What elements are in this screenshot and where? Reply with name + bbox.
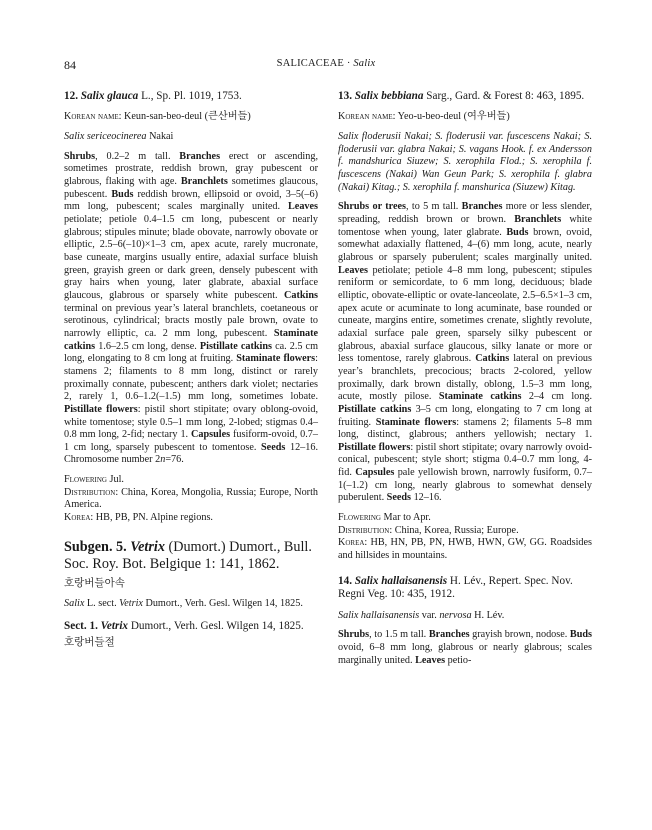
synonym-name: Salix hallaisanensis xyxy=(338,609,420,621)
description-text: 2–4 cm long. xyxy=(521,391,593,403)
synonym-var: nervosa xyxy=(439,609,472,621)
description-text: 3–5 cm long, elongating to 7 cm long at fruiting. xyxy=(338,403,592,428)
character-term: Pistillate catkins xyxy=(338,403,412,415)
synonym-line xyxy=(64,131,318,144)
subgenus-korean: 호랑버들아속 xyxy=(64,576,125,589)
description-text: white tomentose when young, later glabrate. xyxy=(338,214,592,238)
species-name: Salix hallaisanensis xyxy=(354,574,448,587)
character-term: Leaves xyxy=(338,264,368,276)
description-text: , to 1.5 m tall. xyxy=(369,629,429,641)
character-term: Buds xyxy=(506,226,529,238)
section-citation: Dumort., Verh. Gesl. Wilgen 14, 1825. xyxy=(128,620,304,633)
subgenus-synonym-mid: L. sect. xyxy=(84,597,120,609)
korean-name-value: : Keun-san-beo-deul (큰산버들) xyxy=(118,111,251,123)
description-text: petiolate; petiole 4–8 mm long, pubescent; stipules reniform or semicordate, to 6 mm long, deciduous; blade elliptic, obovate-elliptic or ovate-lanceolate, 2.5–6.5×1–3 cm, apex acute or acuminate to long acuminate, base rounded or cuneate, margins entire, sometimes crenate, slightly revolute, adaxial surface pale green, sparsely silky pubescent or glabrous, abaxial surface glaucous, silky lanate or more or less tomentose, rarely glabrous. xyxy=(338,264,592,365)
character-term: Capsules xyxy=(191,429,231,441)
synonym-name: Salix sericeocinerea xyxy=(64,131,147,143)
flowering-label: Flowering xyxy=(64,474,107,486)
species-13-heading xyxy=(338,90,592,103)
korea-label: Korea xyxy=(338,537,365,549)
description-text: , 0.2–2 m tall. xyxy=(95,150,180,162)
korea-line xyxy=(64,512,318,525)
species-number: 13. xyxy=(338,90,352,102)
character-term: Seeds xyxy=(386,492,412,504)
korean-name-line xyxy=(338,111,592,124)
synonym-author: Nakai xyxy=(146,131,174,143)
running-head-family: SALICACEAE · xyxy=(276,58,354,69)
character-term: Capsules xyxy=(355,467,395,479)
character-term: Branches xyxy=(428,629,470,641)
subgenus-synonym-rest: Dumort., Verh. Gesl. Wilgen 14, 1825. xyxy=(142,597,303,609)
character-term: Branchlets xyxy=(514,214,562,225)
subgenus-citation: (Dumort.) Dumort., Bull. Soc. Roy. Bot. Belgique 1: 141, 1862. xyxy=(64,538,312,572)
character-term: Shrubs xyxy=(338,629,370,641)
running-head xyxy=(0,58,652,69)
description-text: =76. xyxy=(165,454,184,466)
section-korean: 호랑버들절 xyxy=(64,635,115,648)
korean-name-value: : Yeo-u-beo-deul (여우버들) xyxy=(392,111,510,123)
character-term: Pistillate flowers xyxy=(338,441,411,453)
description-text: : stamens 2; filaments 5–8 mm long, distinct, glabrous; anthers yellowish; nectary 1. xyxy=(338,416,593,441)
character-term: Pistillate flowers xyxy=(64,403,138,415)
distribution-line xyxy=(338,525,592,538)
distribution-value: : China, Korea, Russia; Europe. xyxy=(389,524,519,536)
character-term: Staminate flowers xyxy=(375,416,457,428)
character-term: Pistillate catkins xyxy=(199,340,273,352)
species-citation: L., Sp. Pl. 1019, 1753. xyxy=(138,90,242,102)
character-term: Buds xyxy=(569,629,592,641)
description-text: petio- xyxy=(445,654,472,666)
character-term: Branches xyxy=(461,201,503,213)
species-citation: Sarg., Gard. & Forest 8: 463, 1895. xyxy=(423,90,585,102)
korean-name-label: Korean name xyxy=(64,111,119,123)
subgenus-synonym xyxy=(64,598,318,611)
character-term: Shrubs xyxy=(64,150,96,162)
korean-name-label: Korean name xyxy=(338,111,393,123)
description-text: 12–16. Chromosome number 2 xyxy=(64,441,318,466)
description-text: petiolate; petiole 0.4–1.5 cm long, pubescent or nearly glabrous; stipules minute; blade obovate, narrowly obovate or elliptic, 2.5–6(–10)×1–3 cm, apex acute, rarely mucronate, base cuneate, margins usually entire, adaxial surface bluish green, grayish green or dark green, densely pubescent with gray hairs when young, later glabrate, abaxial surface glaucous, glabrous or sparsely white pubescent. xyxy=(64,214,318,301)
subgenus-heading xyxy=(64,539,318,592)
description-text: reddish brown, ellipsoid or ovoid, 3–5(–6) mm long, pubescent; scales marginally united. xyxy=(64,188,318,213)
description-text: grayish brown, nodose. xyxy=(469,629,570,641)
korea-value: : HB, HN, PB, PN, HWB, HWN, GW, GG. Roadsides and hillsides in mountains. xyxy=(338,537,592,562)
species-name: Salix bebbiana xyxy=(354,90,424,102)
distribution-value: : China, Korea, Mongolia, Russia; Europe, North America. xyxy=(64,486,318,511)
character-term: Branchlets xyxy=(180,176,228,188)
synonym-rest: var. xyxy=(419,609,440,621)
character-term: Shrubs or trees xyxy=(338,201,406,213)
description-text: 12–16. xyxy=(411,492,442,504)
flowering-label: Flowering xyxy=(338,512,381,524)
species-12-heading xyxy=(64,90,318,103)
character-term: Seeds xyxy=(261,441,286,453)
character-term: Buds xyxy=(111,188,134,200)
description-text: more or less slender, spreading, reddish brown or brown. xyxy=(338,201,592,225)
flowering-value: Mar to Apr. xyxy=(381,512,431,524)
distribution-line xyxy=(64,487,318,512)
description-text: ca. 2.5 cm long, elongating to 8 cm long at fruiting. xyxy=(64,340,318,365)
flowering-value: Jul. xyxy=(107,474,124,486)
species-number: 14. xyxy=(338,574,352,587)
description-text: : stamens 2; filaments to 8 mm long, distinct or rarely proximally connate, pubescent; anthers dark violet; nectaries 2, rarely 1, 0.6–1.2(–1.5) mm long, sometimes lobate. xyxy=(64,353,318,403)
synonym-line xyxy=(338,610,592,623)
species-citation: H. Lév., Repert. Spec. Nov. Regni Veg. 10: 435, 1912. xyxy=(338,574,573,601)
species-12-description xyxy=(64,151,318,467)
korea-line xyxy=(338,537,592,562)
character-term: Branches xyxy=(179,150,221,162)
description-text: pale yellowish brown, narrowly fusiform, 0.7–1(–1.2) cm long, nearly glabrous to somewhat densely puberulent. xyxy=(338,467,592,504)
character-term: Leaves xyxy=(288,201,318,213)
synonym-author: H. Lév. xyxy=(471,609,505,621)
description-text: : pistil short stipitate; ovary narrowly ovoid-conical, pubescent; style short; stigma 0.4–0.7 mm long, 4-fid. xyxy=(338,441,592,479)
description-text: erect or ascending, sometimes prostrate, reddish brown, gray pubescent or glabrous, flaking with age. xyxy=(64,150,318,188)
species-number: 12. xyxy=(64,90,78,102)
species-14-description xyxy=(338,629,592,667)
section-name: Vetrix xyxy=(100,620,129,633)
species-14-heading xyxy=(338,575,592,602)
species-13-description xyxy=(338,201,592,505)
species-name: Salix glauca xyxy=(80,90,139,102)
distribution-label: Distribution xyxy=(64,486,116,498)
flowering-line xyxy=(338,512,592,525)
description-text: 1.6–2.5 cm long, dense. xyxy=(95,340,200,352)
flowering-line xyxy=(64,474,318,487)
korea-label: Korea xyxy=(64,512,91,524)
right-column xyxy=(338,90,592,674)
subgenus-prefix: Subgen. 5. xyxy=(64,538,131,555)
left-column xyxy=(64,90,318,656)
description-text: lateral on previous year’s branchlets, precocious; bracts 2-colored, yellow proximally, dark brown distally, oblong, 1.5–3 mm long, acute, mostly pilose. xyxy=(338,353,592,403)
character-term: Staminate catkins xyxy=(438,391,522,403)
running-head-genus: Salix xyxy=(353,58,376,69)
distribution-label: Distribution xyxy=(338,524,390,536)
korean-name-line xyxy=(64,111,318,124)
description-text: fusiform-ovoid, 0.7–1 cm long, sparsely pubescent to tomentose. xyxy=(64,429,318,453)
synonyms-paragraph: Salix floderusii Nakai; S. floderusii var. fuscescens Nakai; S. floderusii var. glabra Nakai; S. vagans Hook. f. ex Andersson f. mandshurica Siuzew; S. xerophila Flod.; S. xerophila f. fuscescens (Nakai) Wan Geun Park; S. xerophila f. glabra (Nakai) Kitag.; S. xerophila f. manshurica (Siuzew) Kitag. xyxy=(338,131,592,193)
subgenus-synonym-name: Vetrix xyxy=(119,597,143,609)
character-term: Staminate flowers xyxy=(236,353,316,365)
description-text: n xyxy=(160,454,166,466)
description-text: terminal on previous year’s lateral branchlets, coetaneous or serotinous, cylindrical; bracts mostly pale brown, ovate to narrowly elliptic, ca. 2 mm long, pubescent. xyxy=(64,302,318,339)
description-text: : pistil short stipitate; ovary oblong-ovoid, white tomentose; style 0.5–1 mm long, 2-lobed; stigmas 0.4–0.8 mm long, 2-fid; nectary 1. xyxy=(64,403,319,441)
character-term: Staminate catkins xyxy=(64,327,318,352)
character-term: Catkins xyxy=(284,289,318,301)
section-heading xyxy=(64,620,318,649)
description-text: , to 5 m tall. xyxy=(405,201,462,213)
subgenus-name: Vetrix xyxy=(130,538,165,555)
page-number: 84 xyxy=(64,58,76,72)
section-prefix: Sect. 1. xyxy=(64,620,101,633)
character-term: Leaves xyxy=(415,654,446,666)
character-term: Catkins xyxy=(475,353,510,365)
description-text: sometimes glaucous, pubescent. xyxy=(64,176,318,200)
subgenus-synonym-genus: Salix xyxy=(64,597,85,609)
description-text: brown, ovoid, somewhat adaxially flattened, 4–(6) mm long, acute, nearly glabrous or sparsely puberulent; scales marginally united. xyxy=(338,226,592,263)
korea-value: : HB, PB, PN. Alpine regions. xyxy=(90,512,213,524)
description-text: ovoid, 6–8 mm long, glabrous or nearly glabrous; scales marginally united. xyxy=(338,641,592,666)
